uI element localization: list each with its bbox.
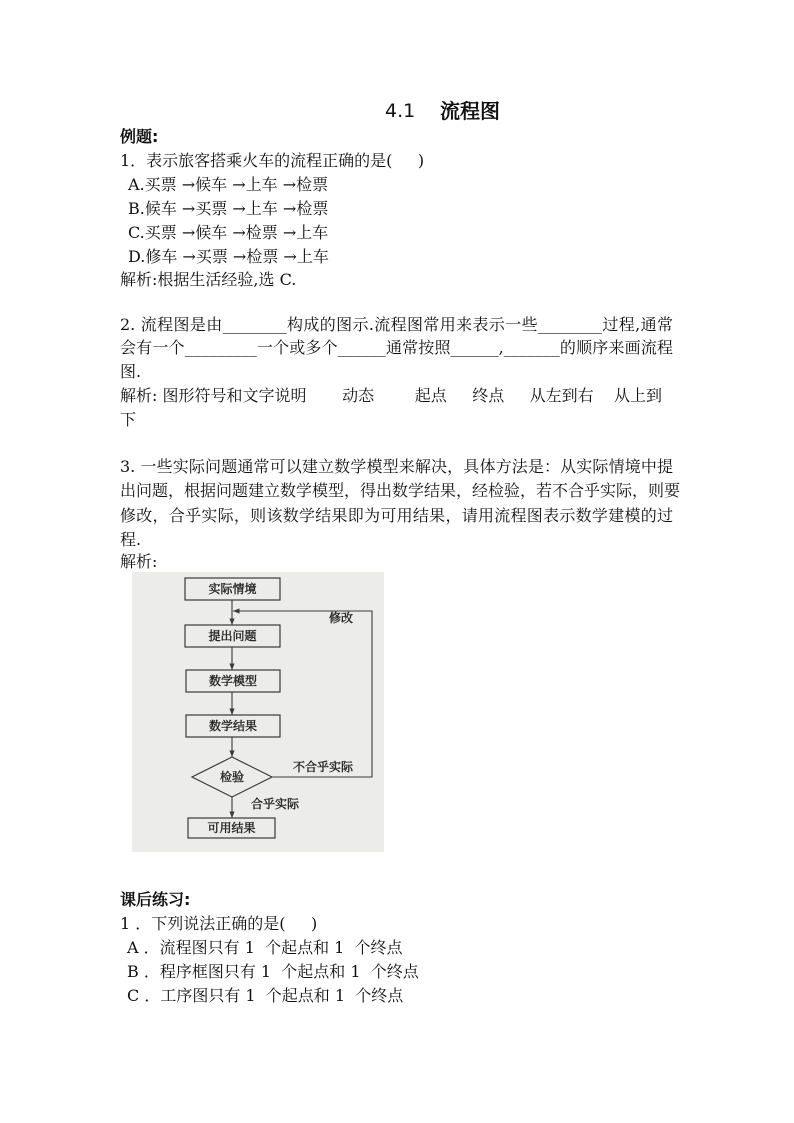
flow-box-math-model-label: 数学模型 (208, 674, 258, 688)
flow-box-pose-question-label: 提出问题 (208, 629, 257, 643)
example-q3-line: 3. 一些实际问题通常可以建立数学模型来解决，具体方法是：从实际情境中提 (120, 457, 673, 476)
example-q3-analysis: 解析: (120, 552, 158, 571)
example-q1-option-c: C.买票 →候车 →检票 →上车 (128, 223, 329, 242)
modeling-flowchart-figure (132, 572, 384, 852)
flow-box-math-result-label: 数学结果 (208, 719, 258, 733)
example-q2-analysis: 下 (120, 410, 137, 429)
exercise-q1-option-a: A ．流程图只有 1 个起点和 1 个终点 (127, 938, 403, 957)
flow-edge-label-revise: 修改 (328, 611, 354, 625)
example-q3-line: 程. (120, 530, 142, 549)
example-q1-stem: 1．表示旅客搭乘火车的流程正确的是( ) (120, 151, 425, 170)
exercises-heading: 课后练习: (120, 890, 191, 909)
example-q2-line: 图. (120, 362, 142, 381)
examples-heading: 例题: (120, 127, 159, 146)
flow-edge-label-not-fit: 不合乎实际 (292, 760, 354, 774)
section-title: 流程图 (440, 99, 500, 123)
example-q3-line: 修改，合乎实际，则该数学结果即为可用结果，请用流程图表示数学建模的过 (120, 506, 673, 525)
flow-box-usable-result-label: 可用结果 (207, 821, 256, 835)
example-q2-line: 会有一个_________一个或多个______通常按照______,_______的顺序来画流程 (120, 338, 673, 357)
exercise-q1-option-c: C ．工序图只有 1 个起点和 1 个终点 (127, 986, 404, 1005)
example-q1-analysis: 解析:根据生活经验,选 C. (120, 270, 297, 289)
example-q2-analysis: 解析: 图形符号和文字说明 动态 起点 终点 从左到右 从上到 (120, 386, 662, 405)
flow-decision-label: 检验 (219, 770, 245, 784)
flow-box-actual-situation-label: 实际情境 (208, 582, 257, 596)
example-q2-line: 2. 流程图是由________构成的图示.流程图常用来表示一些________过程,通常 (120, 315, 673, 334)
flow-edge-label-fit: 合乎实际 (250, 797, 300, 811)
exercise-q1-option-b: B ．程序框图只有 1 个起点和 1 个终点 (127, 962, 419, 981)
example-q1-option-a: A.买票 →候车 →上车 →检票 (128, 175, 329, 194)
section-number: 4.1 (385, 100, 416, 122)
example-q1-option-d: D.修车 →买票 →检票 →上车 (128, 247, 329, 266)
example-q3-line: 出问题，根据问题建立数学模型，得出数学结果，经检验，若不合乎实际，则要 (120, 481, 681, 500)
exercise-q1-stem: 1 ．下列说法正确的是( ) (120, 914, 318, 933)
example-q1-option-b: B.候车 →买票 →上车 →检票 (128, 199, 329, 218)
